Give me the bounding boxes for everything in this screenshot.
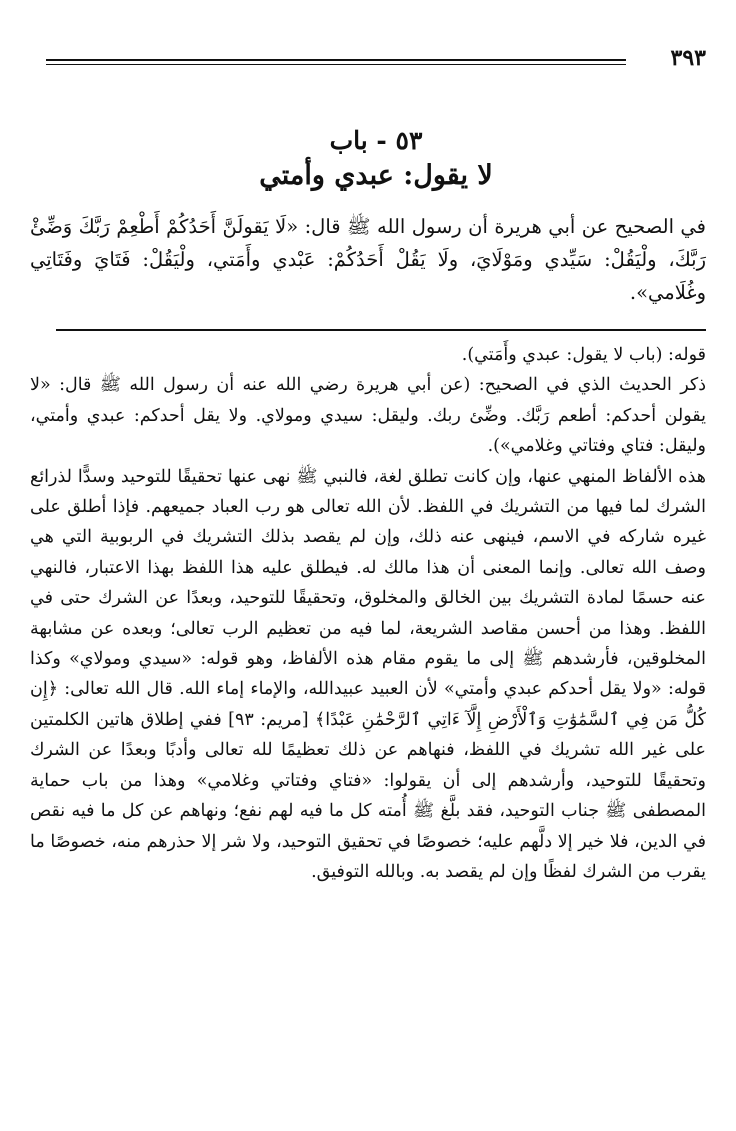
commentary-paragraph-2: ذكر الحديث الذي في الصحيح: (عن أبي هريرة رضي الله عنه أن رسول الله ﷺ قال: «لا يقولن أحدكم: أطعم رَبَّك. وضِّئ ربك. وليقل: سيدي ومولاي. ولا يقل أحدكم: عبدي وأمتي، وليقل: فتاي وفتاتي وغلامي»). [30,375,706,457]
header-rule [46,59,626,65]
commentary-paragraph-1: قوله: (باب لا يقول: عبدي وأَمَتي). [461,345,706,365]
page-header [46,44,706,76]
chapter-heading: ٥٣ - باب [329,126,423,155]
hadith-text [30,210,706,309]
chapter-subheading: لا يقول: عبدي وأمتي [259,160,493,191]
hadith-paragraph: في الصحيح عن أبي هريرة أن رسول الله ﷺ قال: «لَا يَقولَنَّ أَحَدُكُمْ أَطْعِمْ رَبَّكَ وَضِّئْ رَبَّكَ، ولْيَقُلْ: سَيِّدي ومَوْلَايَ، ولَا يَقُلْ أَحَدُكُمْ: عَبْدي وأَمَتي، ولْيَقُلْ: فَتَايَ وفَتَاتِي وغُلَامي». [30,215,706,304]
page-number: ٣٩٣ [670,45,706,71]
section-divider [56,329,706,331]
commentary [30,340,706,887]
commentary-paragraph-3: هذه الألفاظ المنهي عنها، وإن كانت تطلق لغة، فالنبي ﷺ نهى عنها تحقيقًا للتوحيد وسدًّا لذرائع الشرك لما فيها من التشريك في اللفظ. لأن الله تعالى هو رب العباد جميعهم. فإذا أطلق على غيره شاركه في الاسم، فينهى عنه ذلك، وإن لم يقصد بذلك التشريك في الربوبية التي هي وصف الله تعالى. وإنما المعنى أن هذا مالك له. فيطلق عليه هذا اللفظ بهذا الاعتبار، فالنهي عنه حسمًا لمادة التشريك بين الخالق والمخلوق، وتحقيقًا للتوحيد، وبعدًا عن الشرك حتى في اللفظ. وهذا من أحسن مقاصد الشريعة، لما فيه من تعظيم الرب تعالى؛ وبعده عن مشابهة المخلوقين، فأرشدهم ﷺ إلى ما يقوم مقام هذه الألفاظ، وهو قوله: «سيدي ومولاي» وكذا قوله: «ولا يقل أحدكم عبدي وأمتي» لأن العبيد عبيدالله، والإماء إماء الله. قال الله تعالى: ﴿إِن كُلُّ مَن فِي ٱلسَّمَٰوَٰتِ وَٱلْأَرْضِ إِلَّآ ءَاتِي ٱلرَّحْمَٰنِ عَبْدًا﴾ [مريم: ٩٣] ففي إطلاق هاتين الكلمتين على غير الله تشريك في اللفظ، فنهاهم عن ذلك تعظيمًا لله تعالى وأدبًا وبعدًا عن الشرك وتحقيقًا للتوحيد، وأرشدهم إلى أن يقولوا: «فتاي وفتاتي وغلامي» وهذا من باب حماية المصطفى ﷺ جناب التوحيد، فقد بلَّغ ﷺ أُمته كل ما فيه لهم نفع؛ ونهاهم عن كل ما فيه نقص في الدين، فلا خير إلا دلَّهم عليه؛ خصوصًا في تحقيق التوحيد، ولا شر إلا حذرهم منه، خصوصًا ما يقرب من الشرك لفظًا وإن لم يقصد به. وبالله التوفيق. [30,466,706,882]
